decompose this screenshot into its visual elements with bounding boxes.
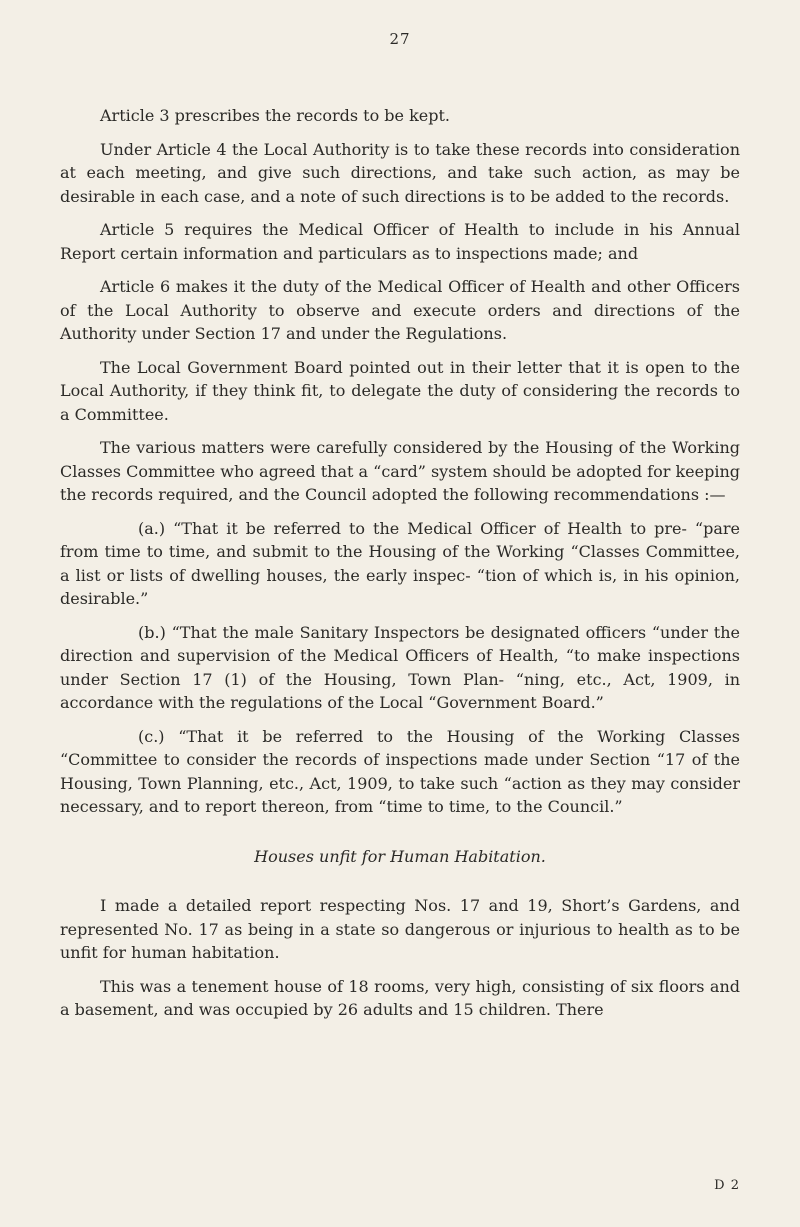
paragraph-article-5: Article 5 requires the Medical Officer of Health to include in his Annual Report certain information and particulars as to inspections made; and xyxy=(60,220,740,263)
paragraph-committee-recommendations: The various matters were carefully considered by the Housing of the Working Classes Committee who agreed that a “card” system should be adopted for keeping the records required, and the Council adopted the following recommendations :— xyxy=(60,438,740,504)
paragraph-tenement-house: This was a tenement house of 18 rooms, very high, consisting of six floors and a basement, and was occupied by 26 adults and 15 children. There xyxy=(60,976,740,1019)
recommendation-c: (c.) “That it be referred to the Housing of the Working Classes “Committee to consider the records of inspections made under Section “17 of the Housing, Town Planning, etc., Act, 1909, to take such “action as they may consider necessary, and to report thereon, from “time to time, to the Council.” xyxy=(60,726,740,816)
paragraph-article-4: Under Article 4 the Local Authority is to take these records into consideration at each meeting, and give such directions, and take such action, as may be desirable in each case, and a note of such directions is to be added to the records. xyxy=(60,139,740,206)
paragraph-shorts-gardens: I made a detailed report respecting Nos. 17 and 19, Short’s Gardens, and represented No. 17 as being in a state so dangerous or injurious to health as to be unfit for human habitation. xyxy=(60,896,740,962)
document-page xyxy=(60,0,740,1227)
paragraph-article-6: Article 6 makes it the duty of the Medical Officer of Health and other Officers of the Local Authority to observe and execute orders and directions of the Authority under Section 17 and under the Regulations. xyxy=(60,277,740,343)
section-heading: Houses unfit for Human Habitation. xyxy=(254,846,546,866)
body-text xyxy=(60,104,740,1032)
recommendation-b: (b.) “That the male Sanitary Inspectors be designated officers “under the direction and supervision of the Medical Officers of Health, “to make inspections under Section 17 (1) of the Housing, Town Plan- “ning, etc., Act, 1909, in accordance with the regulations of the Local “Government Board.” xyxy=(60,622,740,712)
paragraph-article-3: Article 3 prescribes the records to be kept. xyxy=(100,106,451,125)
paragraph-local-government-board: The Local Government Board pointed out in their letter that it is open to the Local Authority, if they think fit, to delegate the duty of considering the records to a Committee. xyxy=(60,357,740,424)
recommendation-a: (a.) “That it be referred to the Medical Officer of Health to pre- “pare from time to time, and submit to the Housing of the Working “Classes Committee, a list or lists of dwelling houses, the early inspec- “tion of which is, in his opinion, desirable.” xyxy=(60,518,740,608)
page-number: 27 xyxy=(389,30,411,48)
signature-mark: D 2 xyxy=(714,1178,740,1193)
